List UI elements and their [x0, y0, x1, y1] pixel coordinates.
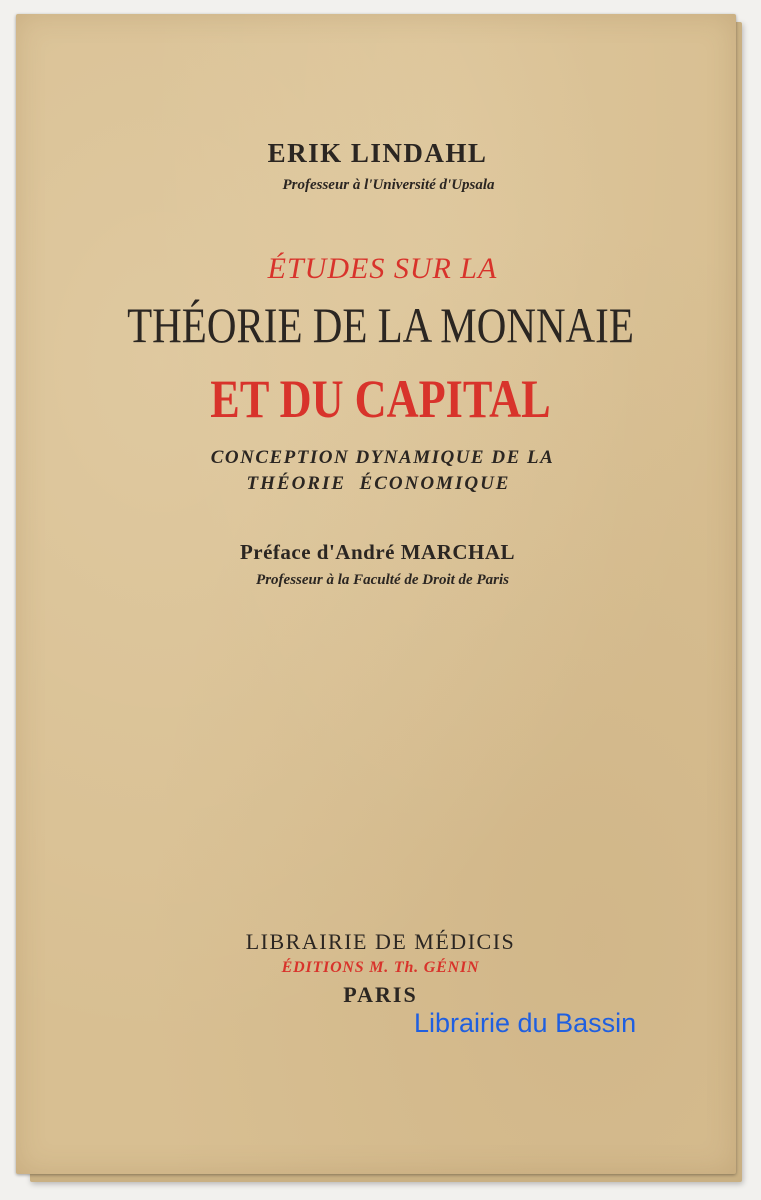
- publisher-name: LIBRAIRIE DE MÉDICIS: [245, 929, 516, 954]
- bookseller-watermark: Librairie du Bassin: [414, 1008, 637, 1038]
- title-line-2: THÉORIE DE LA MONNAIE: [127, 297, 634, 353]
- publisher-edition: ÉDITIONS M. Th. GÉNIN: [281, 959, 480, 976]
- title-line-3: ET DU CAPITAL: [210, 369, 551, 429]
- author-affiliation: Professeur à l'Université d'Upsala: [282, 177, 495, 193]
- subtitle-line-2: THÉORIE ÉCONOMIQUE: [246, 473, 511, 494]
- title-line-1: ÉTUDES SUR LA: [267, 252, 498, 285]
- subtitle-line-1: CONCEPTION DYNAMIQUE DE LA: [210, 447, 555, 468]
- publisher-city: PARIS: [343, 982, 418, 1007]
- author-name: ERIK LINDAHL: [267, 138, 488, 168]
- preface-author-affiliation: Professeur à la Faculté de Droit de Paris: [256, 572, 509, 588]
- preface-credit: Préface d'André MARCHAL: [239, 540, 516, 564]
